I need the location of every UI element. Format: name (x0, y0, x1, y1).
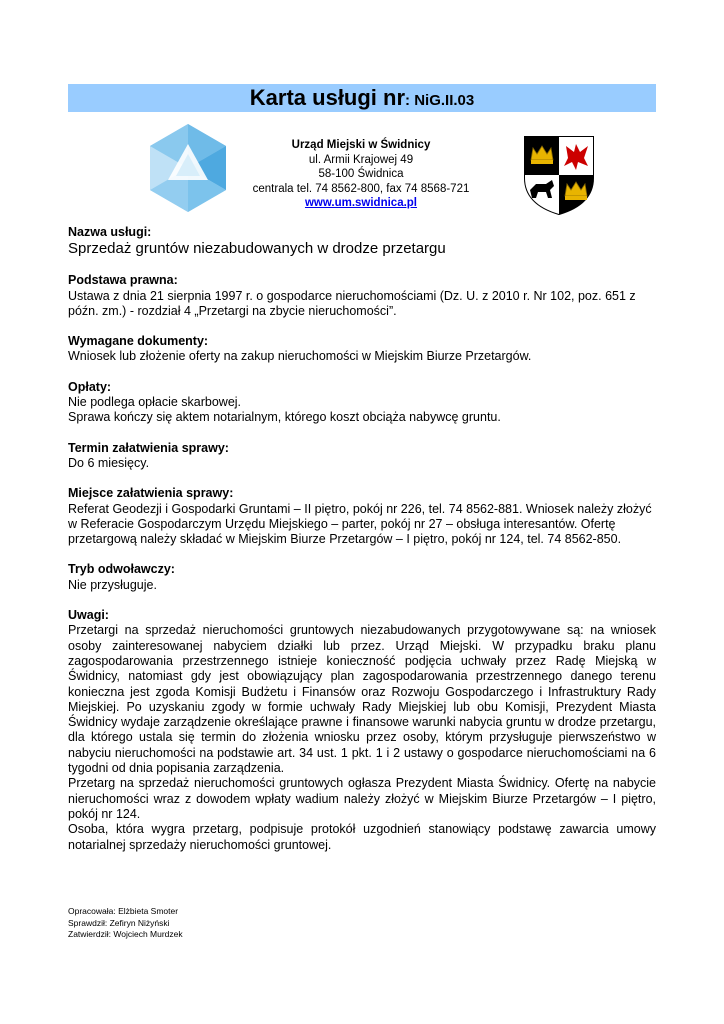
checked-by: Sprawdził: Zefiryn Niżyński (68, 917, 170, 928)
section-heading: Termin załatwienia sprawy: (68, 440, 229, 455)
section-heading: Uwagi: (68, 608, 109, 623)
section-service-name (68, 225, 656, 258)
section-appeal (68, 562, 656, 593)
section-heading: Nazwa usługi: (68, 225, 152, 239)
office-city: 58-100 Świdnica (318, 168, 404, 180)
office-street: ul. Armii Krajowej 49 (308, 153, 414, 166)
legal-basis-text: Ustawa z dnia 21 sierpnia 1997 r. o gospodarce nieruchomościami (Dz. U. z 2010 r. Nr 102, poz. 651 z późn. zm.) - rozdział 4 „Przetargi na zbycie nieruchomości”. (68, 288, 636, 318)
service-card-content (68, 225, 656, 868)
title-bar (68, 84, 656, 112)
section-heading: Tryb odwoławczy: (68, 562, 175, 577)
coat-of-arms-icon (522, 134, 596, 216)
remarks-paragraph-1: Przetargi na sprzedaż nieruchomości gruntowych niezabudowanych przygotowywane są: na wniosek osoby zainteresowanej nabyciem działki lub przez. Urząd Miejski. W przypadku braku planu zagospodarowania przestrzennego istnieje konieczność podjęcia uchwały przez Radę Miejską w Świdnicy, natomiast gdy jest obowiązujący plan zagospodarowania przestrzennego danego terenu konieczna jest zgoda Komisji Budżetu i Finansów oraz Rozwoju Gospodarczego i Infrastruktury Rady Miejskiej. Po uzyskaniu zgody w formie uchwały Rady Miejskiej lub obu Komisji, Prezydent Miasta Świdnicy wydaje zarządzenie określające prawne i finansowe warunki nabycia gruntu w drodze przetargu, dla którego ustala się termin do złożenia wniosku przez osoby, którym przysługuje pierwszeństwo w nabyciu nieruchomości na podstawie art. 34 ust. 1 pkt. 1 i 2 ustawy o gospodarce nieruchomościami na 6 tygodni od dnia popisania zarządzenia. (68, 623, 656, 776)
section-heading: Wymagane dokumenty: (68, 334, 209, 349)
section-deadline (68, 441, 656, 472)
section-remarks (68, 608, 656, 853)
website-link[interactable]: www.um.swidnica.pl (304, 197, 418, 209)
section-fees (68, 380, 656, 426)
approved-by: Zatwierdził: Wojciech Murdzek (68, 929, 183, 939)
appeal-text: Nie przysługuje. (68, 577, 157, 592)
fees-line-2: Sprawa kończy się aktem notarialnym, którego koszt obciąża nabywcę gruntu. (68, 410, 501, 425)
hexagon-logo-icon (142, 122, 234, 214)
deadline-text: Do 6 miesięcy. (68, 455, 150, 470)
service-code: : NiG.II.03 (405, 92, 475, 109)
section-legal-basis (68, 273, 656, 319)
footer-signatures (68, 906, 183, 941)
section-location (68, 486, 656, 547)
page-title: Karta usługi nr (249, 85, 406, 110)
remarks-paragraph-3: Osoba, która wygra przetarg, podpisuje protokół uzgodnień stanowiący podstawę zawarcia umowy notarialnej sprzedaży nieruchomości gruntowej. (68, 822, 656, 852)
section-required-documents (68, 334, 656, 365)
office-phone: centrala tel. 74 8562-800, fax 74 8568-721 (252, 182, 470, 195)
service-name: Sprzedaż gruntów niezabudowanych w drodze przetargu (68, 240, 446, 258)
office-name: Urząd Miejski w Świdnicy (291, 139, 431, 151)
section-heading: Podstawa prawna: (68, 273, 178, 288)
prepared-by: Opracowała: Elżbieta Smoter (68, 906, 179, 916)
section-heading: Opłaty: (68, 379, 112, 394)
location-text: Referat Geodezji i Gospodarki Gruntami – II piętro, pokój nr 226, tel. 74 8562-881. Wniosek należy złożyć w Referacie Gospodarczym Urzędu Miejskiego – parter, pokój nr 27 – obsługa interesantów. Ofertę przetargową należy składać w Miejskim Biurze Przetargów – I piętro, pokój nr 124, tel. 74 8562-850. (68, 501, 652, 547)
required-documents-text: Wniosek lub złożenie oferty na zakup nieruchomości w Miejskim Biurze Przetargów. (68, 349, 532, 364)
section-heading: Miejsce załatwienia sprawy: (68, 486, 234, 501)
office-address (240, 138, 482, 211)
remarks-paragraph-2: Przetarg na sprzedaż nieruchomości gruntowych ogłasza Prezydent Miasta Świdnicy. Ofertę na nabycie nieruchomości wraz z dowodem wpłaty wadium należy złożyć w Miejskim Biurze Przetargów – I piętro, pokój nr 124. (68, 776, 656, 821)
fees-line-1: Nie podlega opłacie skarbowej. (68, 395, 242, 410)
